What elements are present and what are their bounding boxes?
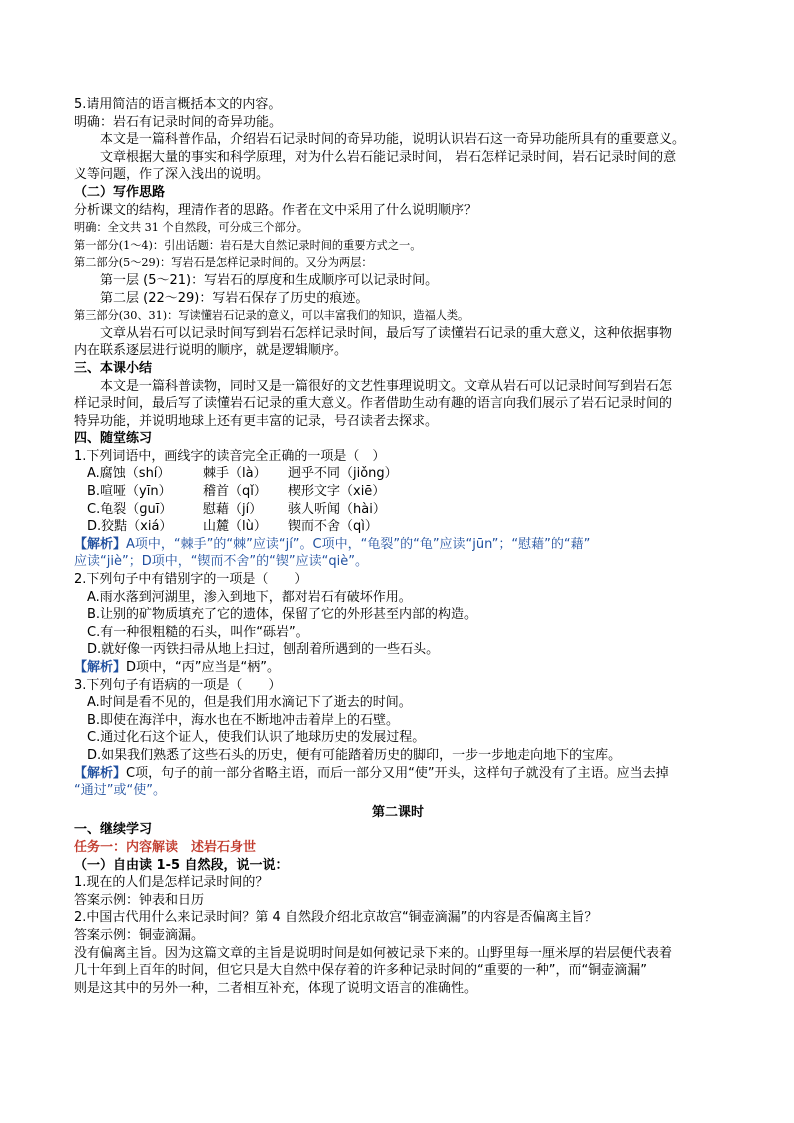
paragraph: 第二层 (22～29)：写岩石保存了历史的痕迹。 — [100, 290, 369, 306]
question-3-option-a: A.时间是看不见的，但是我们用水滴记下了逝去的时间。 — [87, 695, 412, 711]
question-2-analysis: 【解析】D项中，“丙”应当是“柄”。 — [74, 660, 280, 675]
paragraph: 则是这其中的另外一种，二者相互补充，体现了说明文语言的准确性。 — [74, 980, 478, 996]
lesson-question-1: 1.现在的人们是怎样记录时间的？ — [74, 875, 269, 891]
section-heading: 三、本课小结 — [74, 360, 153, 376]
question-3-analysis: 【解析】C项，句子的前一部分省略主语，而后一部分又用“使”开头，这样句子就没有了主语。应当去掉 — [74, 765, 669, 781]
answer-5: 明确：岩石有记录时间的奇异功能。 — [74, 114, 283, 130]
question-1-option-b: B.喧哑（yīn） 稽首（qǐ） 楔形文字（xiē） — [87, 484, 386, 500]
question-3-stem: 3.下列句子有语病的一项是（ ） — [74, 677, 282, 693]
paragraph: 第一层 (5～21)：写岩石的厚度和生成顺序可以记录时间。 — [100, 272, 439, 288]
paragraph: 分析课文的结构，理清作者的思路。作者在文中采用了什么说明顺序？ — [74, 202, 478, 218]
paragraph: 本文是一篇科普读物，同时又是一篇很好的文艺性事理说明文。文章从岩石可以记录时间写到岩石怎 — [100, 378, 673, 394]
question-2-option-b: B.让别的矿物质填充了它的遗体，保留了它的外形甚至内部的构造。 — [87, 607, 478, 623]
question-2-stem: 2.下列句子中有错别字的一项是（ ） — [74, 572, 308, 588]
lesson-question-2: 2.中国古代用什么来记录时间？第 4 自然段介绍北京故宫“铜壶滴漏”的内容是否偏离主旨？ — [74, 910, 598, 926]
question-3-option-c: C.通过化石这个证人，使我们认识了地球历史的发展过程。 — [87, 730, 426, 746]
sub-heading: （一）自由读 1-5 自然段，说一说： — [74, 857, 289, 873]
question-2-option-d: D.就好像一丙铁扫帚从地上扫过，刨刮着所遇到的一些石头。 — [87, 642, 440, 658]
question-1-stem: 1.下列词语中，画线字的读音完全正确的一项是（ ） — [74, 448, 386, 464]
question-1-analysis: 【解析】A项中，“棘手”的“棘”应读“jí”。C项中，“龟裂”的“龟”应读“jūn”；“慰藉”的“藉” — [74, 536, 591, 552]
section-heading: 四、随堂练习 — [74, 431, 153, 447]
analysis-tag: 【解析】 — [74, 765, 127, 781]
question-1-option-c: C.龟裂（ɡuī） 慰藉（jí） 骇人听闻（hài） — [87, 501, 386, 517]
paragraph: 明确：全文共 31 个自然段，可分成三个部分。 — [74, 221, 308, 235]
section-heading: 一、继续学习 — [74, 822, 153, 838]
section-heading: （二）写作思路 — [74, 184, 166, 200]
paragraph: 本文是一篇科普作品，介绍岩石记录时间的奇异功能，说明认识岩石这一奇异功能所具有的重要意义。 — [100, 132, 686, 148]
question-1-analysis-cont: 应读“jiè”；D项中，“锲而不舍”的“锲”应读“qiè”。 — [74, 554, 368, 570]
question-3-analysis-cont: “通过”或“使”。 — [74, 783, 166, 799]
paragraph: 内在联系逐层进行说明的顺序，就是逻辑顺序。 — [74, 343, 348, 359]
document-page — [74, 96, 722, 997]
question-2-option-a: A.雨水落到河湖里，渗入到地下，都对岩石有破坏作用。 — [87, 589, 412, 605]
paragraph: 没有偏离主旨。因为这篇文章的主旨是说明时间是如何被记录下来的。山野里每一厘米厚的岩层便代表着 — [74, 945, 673, 961]
paragraph: 义等问题，作了深入浅出的说明。 — [74, 167, 270, 183]
paragraph: 样记录时间，最后写了读懂岩石记录的重大意义。作者借助生动有趣的语言向我们展示了岩石记录时间的 — [74, 396, 673, 412]
analysis-tag: 【解析】 — [74, 536, 127, 552]
question-5: 5.请用简洁的语言概括本文的内容。 — [74, 97, 282, 112]
question-3-option-d: D.如果我们熟悉了这些石头的历史，便有可能踏着历史的脚印，一步一步地走向地下的宝库。 — [87, 747, 622, 763]
lesson-heading: 第二课时 — [371, 804, 424, 820]
paragraph: 文章根据大量的事实和科学原理，对为什么岩石能记录时间， 岩石怎样记录时间，岩石记录时间的意 — [100, 149, 677, 165]
paragraph: 第三部分(30、31)：写读懂岩石记录的意义，可以丰富我们的知识，造福人类。 — [74, 309, 470, 323]
paragraph: 几十年到上百年的时间，但它只是大自然中保存着的许多种记录时间的“重要的一种”，而“铜壶滴漏” — [74, 963, 647, 979]
analysis-tag: 【解析】 — [74, 660, 127, 675]
question-1-option-d: D.狡黠（xiá） 山麓（lù） 锲而不舍（qì） — [87, 519, 378, 535]
paragraph: 第二部分(5～29)：写岩石是怎样记录时间的。又分为两层： — [74, 256, 373, 270]
paragraph: 文章从岩石可以记录时间写到岩石怎样记录时间，最后写了读懂岩石记录的重大意义，这种依据事物 — [100, 325, 673, 341]
lesson-answer-2: 答案示例：铜壶滴漏。 — [74, 927, 205, 943]
question-1-option-a: A.腐蚀（shí） 棘手（là） 迥乎不同（jiǒng） — [87, 466, 398, 482]
question-3-option-b: B.即使在海洋中，海水也在不断地冲击着岸上的石壁。 — [87, 712, 400, 728]
task-heading: 任务一：内容解读 述岩石身世 — [74, 839, 257, 855]
lesson-answer-1: 答案示例：钟表和日历 — [74, 892, 205, 908]
paragraph: 特异功能，并说明地球上还有更丰富的记录，号召读者去探求。 — [74, 413, 439, 429]
paragraph: 第一部分(1～4)：引出话题：岩石是大自然记录时间的重要方式之一。 — [74, 238, 422, 252]
question-2-option-c: C.有一种很粗糙的石头，叫作“砾岩”。 — [87, 624, 309, 640]
